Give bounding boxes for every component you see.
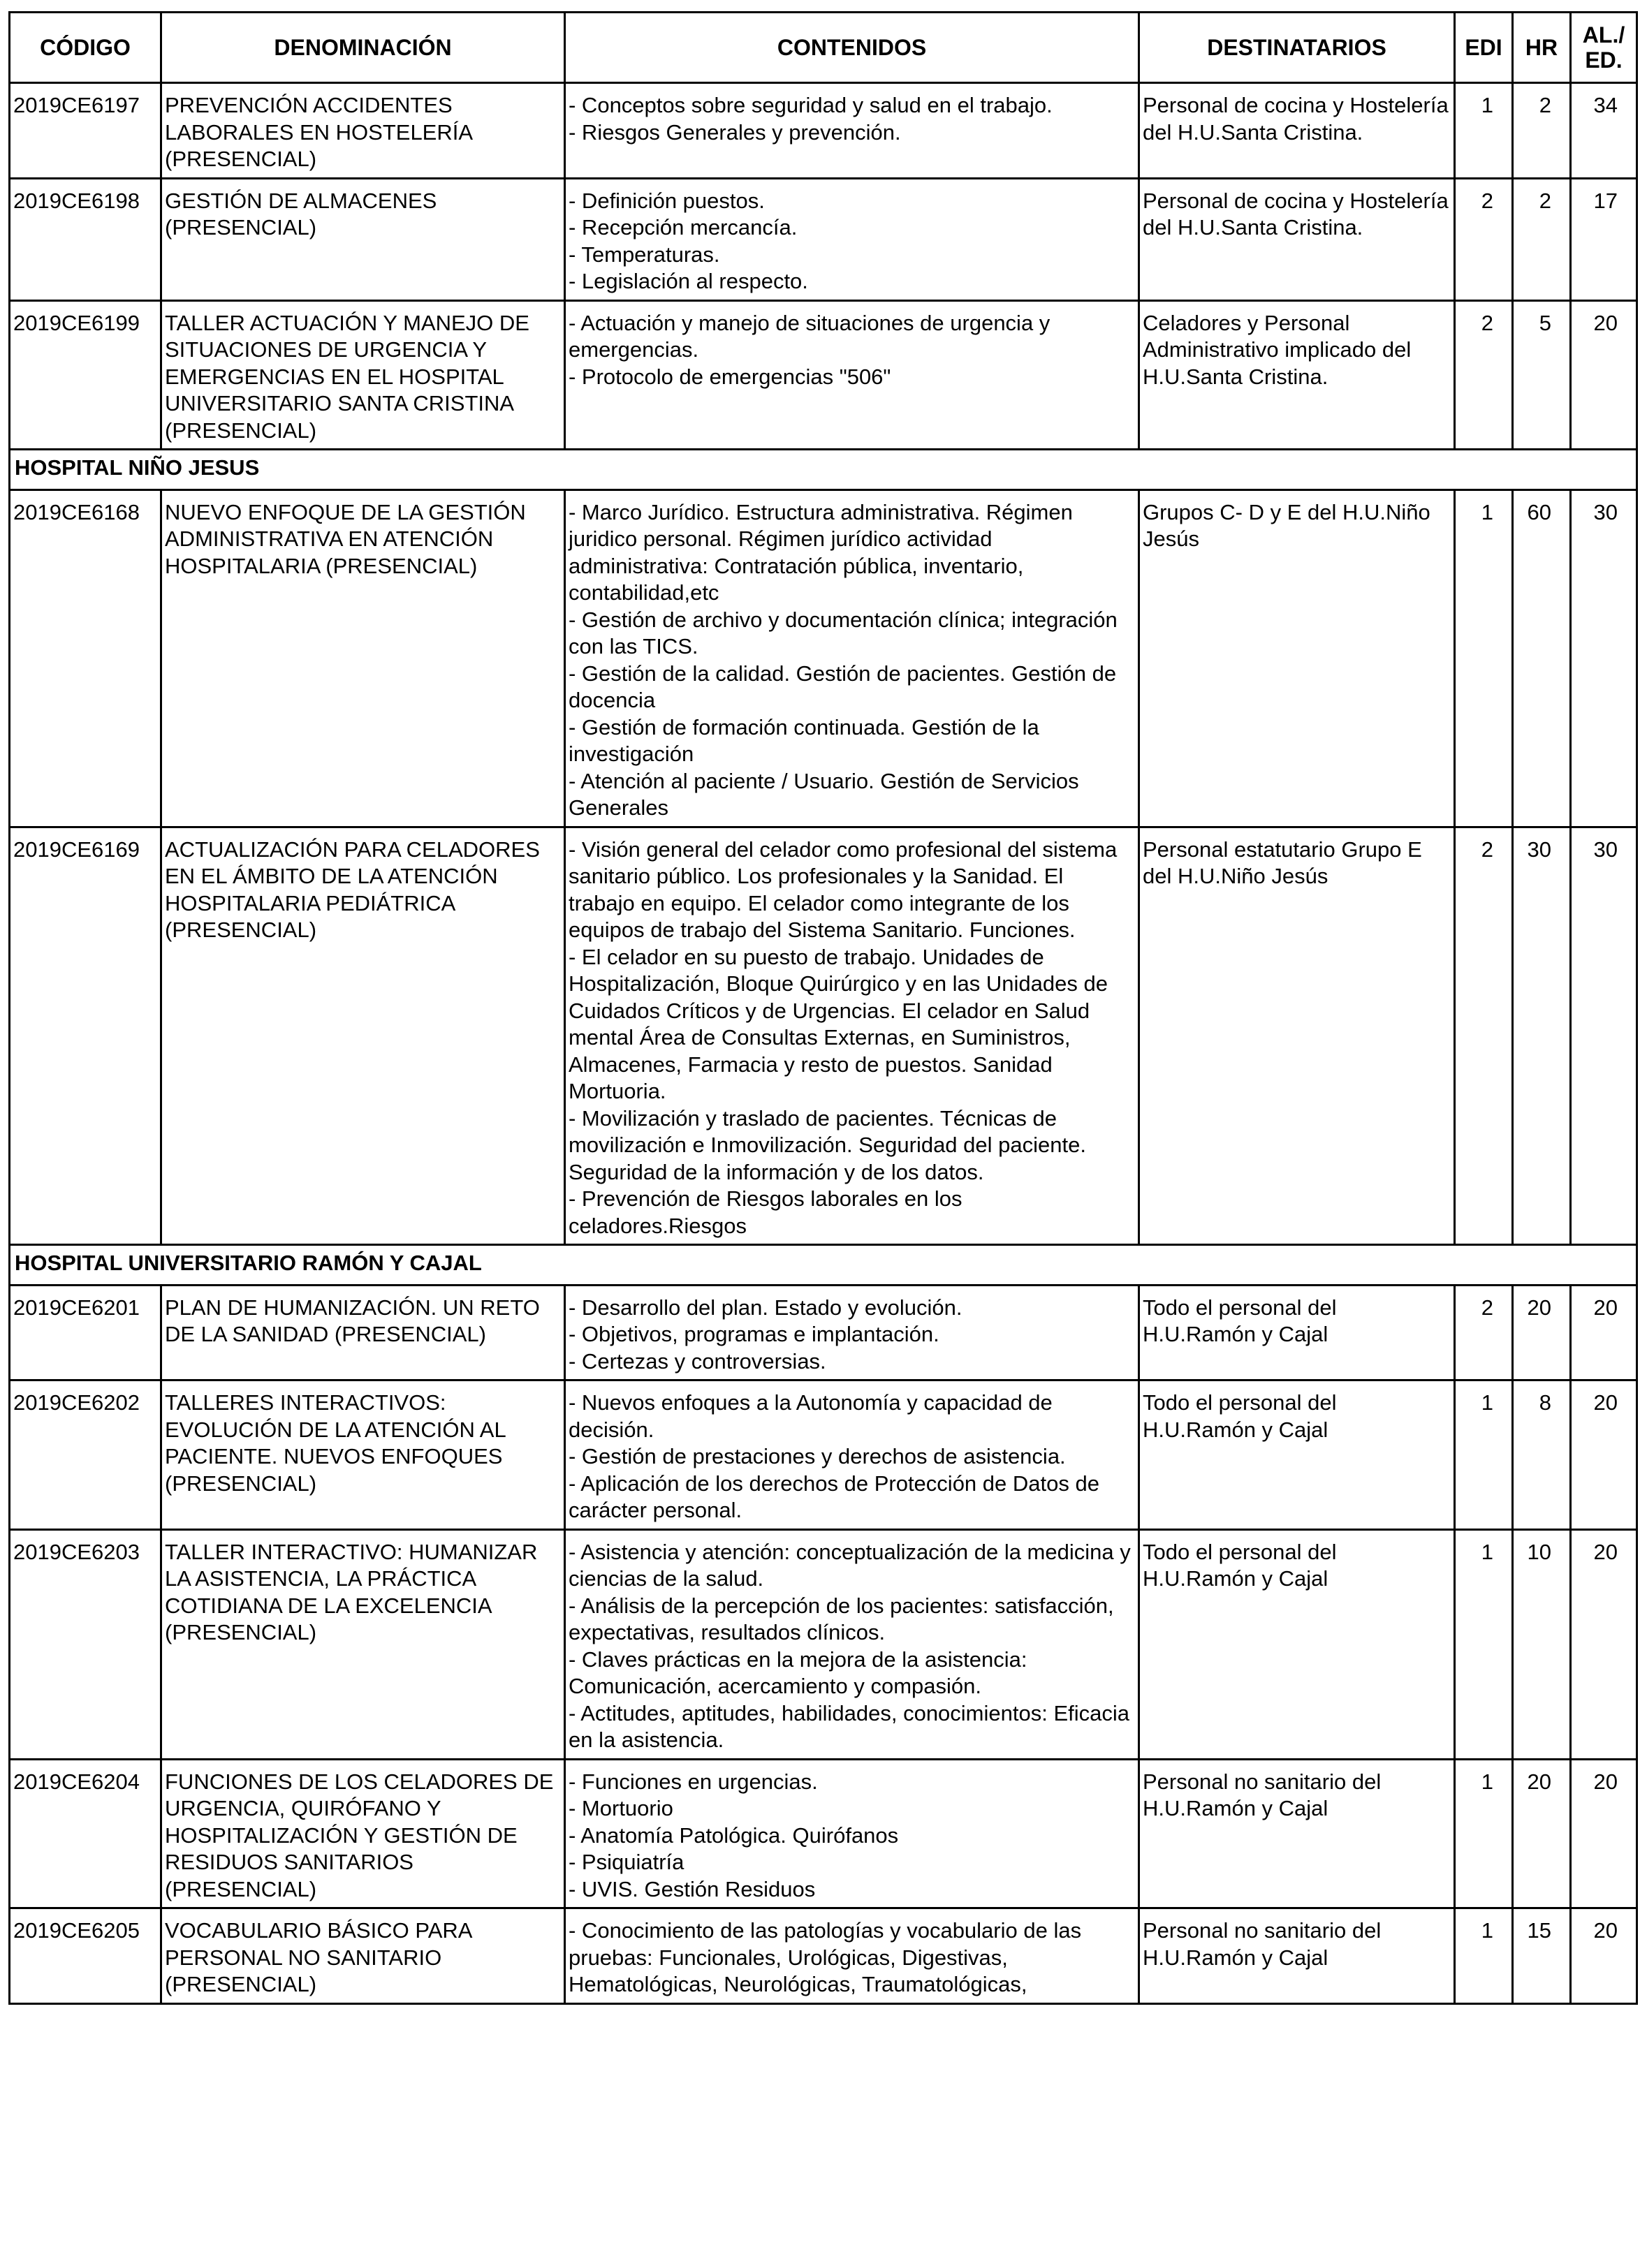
header-al-ed: AL./ ED. — [1571, 13, 1637, 83]
cell-hr: 5 — [1513, 300, 1571, 450]
table-row — [10, 489, 1637, 827]
cell-al-ed: 20 — [1571, 300, 1637, 450]
contenido-line: - Gestión de la calidad. Gestión de pacientes. Gestión de docencia — [569, 661, 1117, 712]
cell-codigo: 2019CE6201 — [10, 1285, 161, 1380]
cell-hr: 60 — [1513, 489, 1571, 827]
contenido-line: - Objetivos, programas e implantación. — [569, 1322, 939, 1346]
section-title: HOSPITAL NIÑO JESUS — [10, 450, 1637, 490]
cell-edi: 2 — [1455, 178, 1513, 300]
contenido-line: - El celador en su puesto de trabajo. Unidades de Hospitalización, Bloque Quirúrgico y en las Unidades de Cuidados Críticos y de Urgencias. El celador en Salud mental Área de Consultas Externas, en Suministros, Almacenes, Farmacia y resto de puestos. Sanidad Mortuoria. — [569, 944, 1108, 1103]
cell-edi: 1 — [1455, 1529, 1513, 1759]
cell-destinatarios: Todo el personal del H.U.Ramón y Cajal — [1139, 1529, 1455, 1759]
cell-contenidos — [565, 1380, 1139, 1530]
table-body — [10, 83, 1637, 2004]
cell-edi: 2 — [1455, 1285, 1513, 1380]
contenido-line: - Movilización y traslado de pacientes. Técnicas de movilización e Inmovilización. Seguridad del paciente. Seguridad de la información y de los datos. — [569, 1105, 1086, 1184]
contenido-line: - Definición puestos. — [569, 188, 765, 213]
cell-contenidos — [565, 1908, 1139, 2004]
table-row — [10, 1380, 1637, 1530]
table-row — [10, 1908, 1637, 2004]
contenido-line: - Conocimiento de las patologías y vocabulario de las pruebas: Funcionales, Urológicas, Digestivas, Hematológicas, Neurológicas, Traumatológicas, — [569, 1918, 1082, 1996]
cell-destinatarios: Personal de cocina y Hostelería del H.U.Santa Cristina. — [1139, 83, 1455, 179]
cell-codigo: 2019CE6197 — [10, 83, 161, 179]
cell-destinatarios: Personal no sanitario del H.U.Ramón y Cajal — [1139, 1759, 1455, 1908]
header-edi: EDI — [1455, 13, 1513, 83]
cell-destinatarios: Personal no sanitario del H.U.Ramón y Cajal — [1139, 1908, 1455, 2004]
cell-al-ed: 20 — [1571, 1380, 1637, 1530]
cell-al-ed: 20 — [1571, 1908, 1637, 2004]
cell-denominacion: ACTUALIZACIÓN PARA CELADORES EN EL ÁMBITO DE LA ATENCIÓN HOSPITALARIA PEDIÁTRICA (PRESENCIAL) — [161, 827, 565, 1245]
section-title: HOSPITAL UNIVERSITARIO RAMÓN Y CAJAL — [10, 1245, 1637, 1286]
table-row — [10, 83, 1637, 179]
contenido-line: - Riesgos Generales y prevención. — [569, 119, 901, 145]
cell-edi: 1 — [1455, 1759, 1513, 1908]
contenido-line: - UVIS. Gestión Residuos — [569, 1876, 816, 1901]
contenido-line: - Marco Jurídico. Estructura administrativa. Régimen juridico personal. Régimen jurídico actividad administrativa: Contratación pública, inventario, contabilidad,etc — [569, 499, 1073, 605]
table-row — [10, 1285, 1637, 1380]
contenido-line: - Gestión de formación continuada. Gestión de la investigación — [569, 714, 1039, 766]
cell-al-ed: 30 — [1571, 827, 1637, 1245]
cell-denominacion: PREVENCIÓN ACCIDENTES LABORALES EN HOSTELERÍA (PRESENCIAL) — [161, 83, 565, 179]
table-row — [10, 1529, 1637, 1759]
cell-hr: 2 — [1513, 83, 1571, 179]
cell-al-ed: 30 — [1571, 489, 1637, 827]
cell-al-ed: 17 — [1571, 178, 1637, 300]
contenido-line: - Atención al paciente / Usuario. Gestión de Servicios Generales — [569, 768, 1079, 820]
cell-codigo: 2019CE6198 — [10, 178, 161, 300]
cell-al-ed: 34 — [1571, 83, 1637, 179]
cell-hr: 20 — [1513, 1759, 1571, 1908]
table-row — [10, 1759, 1637, 1908]
cell-al-ed: 20 — [1571, 1529, 1637, 1759]
cell-codigo: 2019CE6168 — [10, 489, 161, 827]
table-row — [10, 300, 1637, 450]
cell-al-ed: 20 — [1571, 1285, 1637, 1380]
cell-codigo: 2019CE6204 — [10, 1759, 161, 1908]
cell-contenidos — [565, 83, 1139, 179]
contenido-line: - Protocolo de emergencias "506" — [569, 364, 891, 389]
cell-contenidos — [565, 300, 1139, 450]
contenido-line: - Psiquiatría — [569, 1850, 684, 1874]
courses-table — [8, 11, 1638, 2005]
table-row — [10, 178, 1637, 300]
cell-edi: 1 — [1455, 83, 1513, 179]
cell-denominacion: NUEVO ENFOQUE DE LA GESTIÓN ADMINISTRATIVA EN ATENCIÓN HOSPITALARIA (PRESENCIAL) — [161, 489, 565, 827]
cell-codigo: 2019CE6169 — [10, 827, 161, 1245]
contenido-line: - Anatomía Patológica. Quirófanos — [569, 1822, 899, 1848]
contenido-line: - Prevención de Riesgos laborales en los celadores.Riesgos — [569, 1186, 962, 1238]
cell-contenidos — [565, 489, 1139, 827]
contenido-line: - Claves prácticas en la mejora de la asistencia: Comunicación, acercamiento y compasión. — [569, 1647, 1027, 1698]
contenido-line: - Actuación y manejo de situaciones de urgencia y emergencias. — [569, 310, 1050, 362]
cell-denominacion: GESTIÓN DE ALMACENES (PRESENCIAL) — [161, 178, 565, 300]
cell-hr: 2 — [1513, 178, 1571, 300]
contenido-line: - Análisis de la percepción de los pacientes: satisfacción, expectativas, resultados clínicos. — [569, 1593, 1114, 1644]
cell-codigo: 2019CE6199 — [10, 300, 161, 450]
cell-destinatarios: Personal estatutario Grupo E del H.U.Niño Jesús — [1139, 827, 1455, 1245]
contenido-line: - Conceptos sobre seguridad y salud en el trabajo. — [569, 93, 1053, 117]
contenido-line: - Legislación al respecto. — [569, 269, 808, 293]
contenido-line: - Temperaturas. — [569, 242, 720, 267]
section-header-row — [10, 450, 1637, 490]
header-destinatarios: DESTINATARIOS — [1139, 13, 1455, 83]
cell-edi: 1 — [1455, 1908, 1513, 2004]
cell-contenidos — [565, 827, 1139, 1245]
cell-hr: 15 — [1513, 1908, 1571, 2004]
contenido-line: - Recepción mercancía. — [569, 215, 798, 240]
cell-contenidos — [565, 178, 1139, 300]
cell-destinatarios: Todo el personal del H.U.Ramón y Cajal — [1139, 1285, 1455, 1380]
cell-al-ed: 20 — [1571, 1759, 1637, 1908]
contenido-line: - Mortuorio — [569, 1796, 673, 1820]
header-denominacion: DENOMINACIÓN — [161, 13, 565, 83]
header-contenidos: CONTENIDOS — [565, 13, 1139, 83]
contenido-line: - Actitudes, aptitudes, habilidades, conocimientos: Eficacia en la asistencia. — [569, 1700, 1130, 1752]
cell-destinatarios: Todo el personal del H.U.Ramón y Cajal — [1139, 1380, 1455, 1530]
header-hr: HR — [1513, 13, 1571, 83]
cell-codigo: 2019CE6202 — [10, 1380, 161, 1530]
cell-hr: 10 — [1513, 1529, 1571, 1759]
cell-hr: 30 — [1513, 827, 1571, 1245]
cell-contenidos — [565, 1529, 1139, 1759]
cell-hr: 8 — [1513, 1380, 1571, 1530]
cell-denominacion: VOCABULARIO BÁSICO PARA PERSONAL NO SANITARIO (PRESENCIAL) — [161, 1908, 565, 2004]
cell-denominacion: FUNCIONES DE LOS CELADORES DE URGENCIA, QUIRÓFANO Y HOSPITALIZACIÓN Y GESTIÓN DE RESIDUOS SANITARIOS (PRESENCIAL) — [161, 1759, 565, 1908]
cell-edi: 1 — [1455, 1380, 1513, 1530]
contenido-line: - Gestión de prestaciones y derechos de asistencia. — [569, 1444, 1066, 1468]
cell-denominacion: TALLER ACTUACIÓN Y MANEJO DE SITUACIONES DE URGENCIA Y EMERGENCIAS EN EL HOSPITAL UNIVERSITARIO SANTA CRISTINA (PRESENCIAL) — [161, 300, 565, 450]
contenido-line: - Desarrollo del plan. Estado y evolución. — [569, 1295, 962, 1320]
header-codigo: CÓDIGO — [10, 13, 161, 83]
cell-denominacion: PLAN DE HUMANIZACIÓN. UN RETO DE LA SANIDAD (PRESENCIAL) — [161, 1285, 565, 1380]
cell-denominacion: TALLERES INTERACTIVOS: EVOLUCIÓN DE LA ATENCIÓN AL PACIENTE. NUEVOS ENFOQUES (PRESENCIAL) — [161, 1380, 565, 1530]
contenido-line: - Aplicación de los derechos de Protección de Datos de carácter personal. — [569, 1471, 1099, 1522]
contenido-line: - Visión general del celador como profesional del sistema sanitario público. Los profesionales y la Sanidad. El trabajo en equipo. El celador como integrante de los equipos de trabajo del Sistema Sanitario. Funciones. — [569, 837, 1118, 942]
cell-contenidos — [565, 1285, 1139, 1380]
cell-codigo: 2019CE6203 — [10, 1529, 161, 1759]
cell-edi: 2 — [1455, 300, 1513, 450]
contenido-line: - Gestión de archivo y documentación clínica; integración con las TICS. — [569, 607, 1118, 658]
table-row — [10, 827, 1637, 1245]
cell-edi: 1 — [1455, 489, 1513, 827]
cell-edi: 2 — [1455, 827, 1513, 1245]
cell-destinatarios: Personal de cocina y Hostelería del H.U.Santa Cristina. — [1139, 178, 1455, 300]
cell-denominacion: TALLER INTERACTIVO: HUMANIZAR LA ASISTENCIA, LA PRÁCTICA COTIDIANA DE LA EXCELENCIA (PRESENCIAL) — [161, 1529, 565, 1759]
cell-destinatarios: Celadores y Personal Administrativo implicado del H.U.Santa Cristina. — [1139, 300, 1455, 450]
cell-contenidos — [565, 1759, 1139, 1908]
contenido-line: - Nuevos enfoques a la Autonomía y capacidad de decisión. — [569, 1390, 1053, 1442]
contenido-line: - Certezas y controversias. — [569, 1348, 826, 1374]
cell-destinatarios: Grupos C- D y E del H.U.Niño Jesús — [1139, 489, 1455, 827]
cell-codigo: 2019CE6205 — [10, 1908, 161, 2004]
cell-hr: 20 — [1513, 1285, 1571, 1380]
section-header-row — [10, 1245, 1637, 1286]
header-row — [10, 13, 1637, 83]
contenido-line: - Funciones en urgencias. — [569, 1769, 818, 1794]
contenido-line: - Asistencia y atención: conceptualización de la medicina y ciencias de la salud. — [569, 1539, 1131, 1591]
